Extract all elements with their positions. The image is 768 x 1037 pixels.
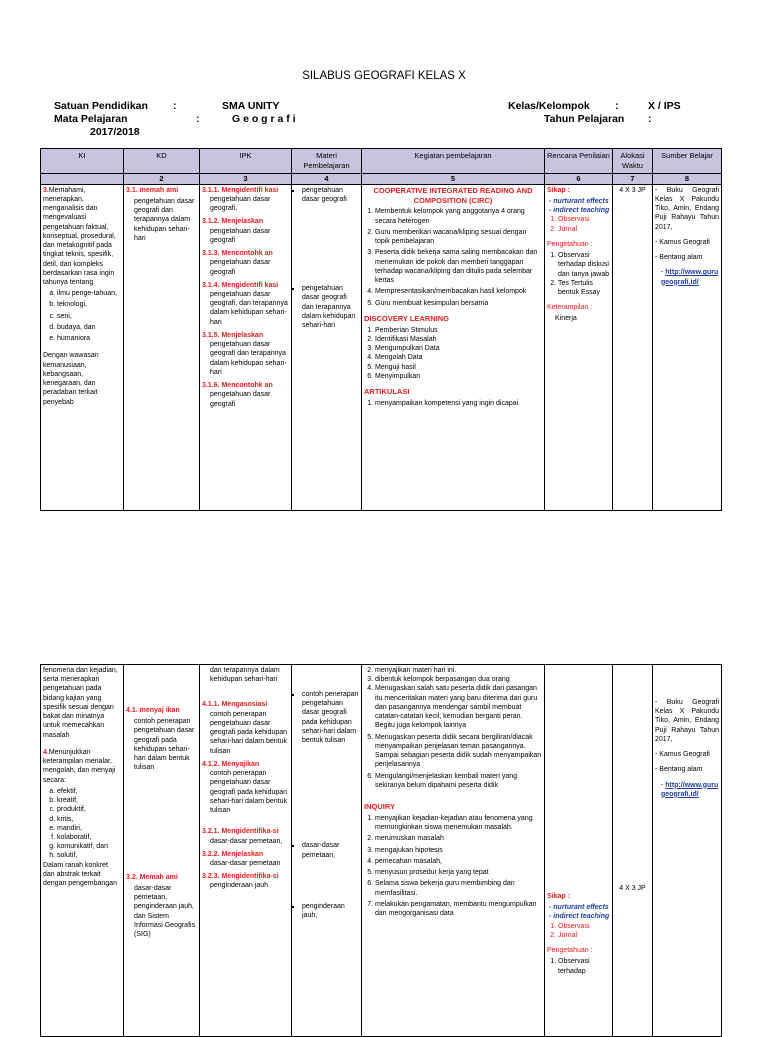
ipk-verb: Mengidentifi kasi bbox=[221, 281, 279, 289]
ipk-number: 3.1.2. bbox=[202, 218, 220, 226]
kegiatan-step: 5. Menugaskan peserta didik secara bergiliran/diacak menyampaikan penjelasan teman pasangannya. Sampai sebagian peserta didik sudah menyampaikan penjelasannya bbox=[375, 733, 542, 770]
ipk-text: pengetahuan dasar geografi bbox=[210, 391, 271, 408]
kd-verb: Memah ami bbox=[139, 873, 178, 881]
penilaian-pengetahuan-item: 2. Tes Tertulis bentuk Essay bbox=[558, 279, 610, 297]
penilaian-keterampilan-label: Keterampilan : bbox=[547, 304, 593, 312]
ki-list-item: a. ilmu penge-tahuan, bbox=[57, 289, 121, 298]
ipk-text: penginderaan jauh bbox=[210, 882, 268, 890]
penilaian-pengetahuan-item: 1. Observasi terhadap bbox=[558, 957, 610, 975]
kegiatan-step: 4. pemecahan masalah, bbox=[375, 857, 542, 866]
kd-text: pengetahuan dasar geografi dan terapannya dalam kehidupan sehari-hari bbox=[134, 197, 195, 242]
col-number: 3 bbox=[200, 173, 292, 184]
kegiatan-step: 3. Mengumpulkan Data bbox=[375, 344, 542, 353]
ipk-verb: Menyajikan bbox=[221, 760, 260, 768]
sumber-item: Buku Geografi Kelas X Pakundu Tiko, Amin, Endang Puji Rahayu Tahun 2017, bbox=[655, 699, 719, 743]
tahun-sep: : bbox=[648, 113, 652, 125]
tahun-value: 2017/2018 bbox=[90, 126, 140, 138]
ipk-number: 3.1.1. bbox=[202, 186, 220, 194]
ipk-verb: Mengidentifi kasi bbox=[221, 186, 279, 194]
alokasi-cell bbox=[613, 184, 653, 510]
satuan-sep: : bbox=[173, 100, 177, 112]
ipk-text: pengetahuan dasar geografi bbox=[210, 259, 271, 276]
kd-cell bbox=[124, 184, 200, 510]
kegiatan-heading: ARTIKULASI bbox=[364, 387, 410, 397]
col-header-penilaian: Rencana Penilaian bbox=[545, 149, 613, 174]
ipk-number: 3.1.4. bbox=[202, 281, 220, 289]
sumber-cell: - Buku Geografi Kelas X Pakundu Tiko, Amin, Endang Puji Rahayu Tahun 2017, - Kamus Geografi - Bentang alam - http://www.gurugeografi.id/ bbox=[653, 665, 722, 1037]
ipk-text: pengetahuan dasar geografi bbox=[210, 227, 271, 244]
kegiatan-step: 6. Selama siswa bekerja guru membimbing dan memfasilitasi. bbox=[375, 879, 542, 897]
ki-text: Menunjukkan keterampilan menalar, mengolah, dan menyaji secara: bbox=[43, 748, 116, 784]
sumber-item: Bentang alam bbox=[659, 766, 703, 774]
sumber-item: Kamus Geografi bbox=[659, 238, 710, 246]
kegiatan-heading: DISCOVERY LEARNING bbox=[364, 313, 450, 323]
col-header-materi: Materi Pembelajaran bbox=[292, 149, 362, 174]
kegiatan-step: 7. melakukan pengamatan, membantu mengumpulkan dan mengorganisasi data bbox=[375, 900, 542, 918]
ki-list-item: e. mandiri, bbox=[57, 824, 121, 833]
kegiatan-step: 1. menyajikan kejadian-kejadian atau fenomena yang memungkinkan siswa menemukan masalah. bbox=[375, 814, 542, 832]
sumber-cell: - Buku Geografi Kelas X Pakundu Tiko, Amin, Endang Puji Rahayu Tahun 2017, - Kamus Geografi - Bentang alam - http://www.gurugeografi.id/ bbox=[653, 184, 722, 510]
penilaian-sikap-item: indirect teaching bbox=[553, 207, 610, 215]
kegiatan-step: 4. Mengolah Data bbox=[375, 353, 542, 362]
sumber-link[interactable]: http://www.gurugeografi.id/ bbox=[661, 269, 719, 286]
ipk-verb: Menjelaskan bbox=[221, 850, 264, 858]
kd-text: dasar-dasar pemetaan, penginderaan jauh, dan Sistem Informasi Geografis (SIG) bbox=[134, 884, 196, 939]
ki-number: 4. bbox=[43, 748, 49, 756]
kd-verb: menyaj ikan bbox=[139, 707, 180, 714]
col-number: 4 bbox=[292, 173, 362, 184]
mapel-sep: : bbox=[196, 113, 200, 125]
satuan-value: SMA UNITY bbox=[222, 100, 280, 112]
col-header-sumber: Sumber Belajar bbox=[653, 149, 722, 174]
ki-list-item: h. solutif, bbox=[57, 851, 121, 860]
ipk-text: pengetahuan dasar geografi, dan terapannya dalam kehidupan sehari-hari bbox=[210, 291, 288, 326]
ipk-text: dasar-dasar pemetaan, bbox=[210, 837, 283, 845]
kegiatan-step: 2. menyajikan materi hari ini. bbox=[375, 666, 542, 675]
ki-text: fenomena dan kejadian, serta menerapkan pengetahuan pada bidang kajian yang spesifik sesuai dengan bakat dan minatnya untuk memecahkan masalah bbox=[43, 667, 118, 739]
ipk-number: 3.2.1. bbox=[202, 828, 220, 836]
alokasi-cell bbox=[613, 665, 653, 1037]
ki-tail: Dengan wawasan kemanusiaan, kebangsaan, kenegaraan, dan peradaban terkait penyebab bbox=[43, 352, 99, 406]
ipk-number: 3.1.6. bbox=[202, 382, 220, 390]
penilaian-sikap-item: indirect teaching bbox=[553, 913, 610, 921]
penilaian-sikap-method: 2. Jurnal bbox=[558, 931, 610, 940]
col-number bbox=[41, 173, 124, 184]
kegiatan-cell bbox=[362, 665, 545, 1037]
kegiatan-step: 2. Guru memberikan wacana/kliping sesuai dengan topik pembelajaran bbox=[375, 228, 542, 246]
syllabus-table-page1 bbox=[40, 148, 722, 511]
ipk-number: 4.1.1. bbox=[202, 701, 220, 709]
ipk-text: dan terapannya dalam kehidupan sehari-hari bbox=[210, 667, 280, 684]
kegiatan-step: 2. merumuskan masalah bbox=[375, 834, 542, 843]
ki-list-item: f. kolaboratif, bbox=[57, 833, 121, 842]
tahun-label: Tahun Pelajaran bbox=[544, 113, 625, 125]
ipk-number: 3.2.3. bbox=[202, 873, 220, 881]
ipk-cell bbox=[200, 665, 292, 1037]
ipk-verb: Menjelaskan bbox=[221, 331, 264, 339]
ki-text: Memahami, menerapkan, menganalisis dan mengevaluasi pengetahuan faktual, konseptual, prosedural, dan metakognitif pada tingkat teknis, spesifik, detil, dan kompleks berdasarkan rasa ingin tahunya tentang bbox=[43, 186, 116, 287]
materi-item: ▪ pengetahuan dasar geografi bbox=[302, 186, 359, 204]
ipk-verb: Mencontohk an bbox=[221, 382, 273, 390]
ki-list-item: a. efektif, bbox=[57, 787, 121, 796]
ipk-number: 3.2.2. bbox=[202, 850, 220, 858]
col-header-ipk: IPK bbox=[200, 149, 292, 174]
penilaian-cell: Sikap : - nurturant effects - indirect teaching 1. Observasi 2. Jurnal Pengetahuan : 1. Observasi terhadap diskusi dan tanya jawab 2. Tes Tertulis bentuk Essay Keterampilan : Kinerja bbox=[545, 184, 613, 510]
kegiatan-step: 1. Membentuk kelompok yang anggotanya 4 orang secara heterogen bbox=[375, 207, 542, 225]
kegiatan-step: 1. Pemberian Stimulus bbox=[375, 326, 542, 335]
ki-list-item: b. teknologi, bbox=[57, 300, 121, 309]
ipk-cell bbox=[200, 184, 292, 510]
col-number: 6 bbox=[545, 173, 613, 184]
materi-item: ▪ pengetahuan dasar geografi dan terapannya dalam kehidupan sehari-hari bbox=[302, 284, 359, 330]
ipk-text: pengetahuan dasar geografi, bbox=[210, 195, 271, 213]
kd-text: contoh penerapan pengetahuan dasar geografi pada kehidupan sehari-hari dalam bentuk tulisan bbox=[134, 718, 195, 772]
kegiatan-step: 3. dibentuk kelompok berpasangan dua orang bbox=[375, 675, 542, 684]
ki-list-item: c. produktif, bbox=[57, 805, 121, 814]
col-number: 2 bbox=[124, 173, 200, 184]
ki-list-item: d. budaya, dan bbox=[57, 323, 121, 332]
alokasi-value: 4 X 3 JP bbox=[619, 186, 646, 194]
col-header-kegiatan: Kegiatan pembelajaran bbox=[362, 149, 545, 174]
ki-cell bbox=[41, 665, 124, 1037]
kd-cell bbox=[124, 665, 200, 1037]
sumber-link[interactable]: http://www.gurugeografi.id/ bbox=[661, 781, 719, 798]
mapel-value: G e o g r a f i bbox=[232, 113, 296, 125]
ki-number: 3. bbox=[43, 186, 49, 194]
ki-list-item: g. komunikatif, dan bbox=[57, 842, 121, 851]
kelas-value: X / IPS bbox=[648, 100, 681, 112]
ipk-verb: Menjelaskan bbox=[221, 218, 264, 226]
ipk-number: 3.1.3. bbox=[202, 250, 220, 258]
col-header-kd: KD bbox=[124, 149, 200, 174]
mapel-label: Mata Pelajaran bbox=[54, 113, 128, 125]
kegiatan-step: 4. Mempresentasikan/membacakan hasil kelompok bbox=[375, 287, 542, 296]
sumber-item: Buku Geografi Kelas X Pakundu Tiko, Amin, Endang Puji Rahayu Tahun 2017, bbox=[655, 186, 719, 231]
penilaian-pengetahuan-label: Pengetahuan : bbox=[547, 240, 593, 248]
penilaian-pengetahuan-label: Pengetahuan : bbox=[547, 947, 593, 955]
kd-number: 3.1. bbox=[126, 186, 138, 194]
ki-tail: Dalam ranah konkret dan abstrak terkait dengan pengembangan bbox=[43, 861, 117, 888]
sumber-item: Kamus Geografi bbox=[659, 751, 710, 759]
kd-number: 3.2. bbox=[126, 873, 138, 881]
materi-item: ▪ contoh penerapan pengetahuan dasar geografi pada kehidupan sehari-hari dalam bentuk tulisan bbox=[302, 690, 359, 745]
penilaian-sikap-method: 2. Jurnal bbox=[558, 225, 610, 234]
kegiatan-step: 5. menyusun prosedur kerja yang tepat bbox=[375, 868, 542, 877]
ipk-verb: Mengidentifika-si bbox=[221, 873, 279, 881]
ipk-number: 3.1.5. bbox=[202, 331, 220, 339]
materi-cell bbox=[292, 665, 362, 1037]
kegiatan-step: 6. Menyimpulkan bbox=[375, 372, 542, 381]
ki-cell bbox=[41, 184, 124, 510]
col-number: 8 bbox=[653, 173, 722, 184]
ipk-text: dasar-dasar pemetaan bbox=[210, 859, 281, 867]
ipk-text: pengetahuan dasar geografi dan terapannya dalam kehidupan sehari-hari bbox=[210, 341, 287, 376]
kd-verb: memah ami bbox=[139, 186, 179, 194]
penilaian-sikap-item: nurturant effects bbox=[553, 197, 609, 205]
ipk-verb: Mencontohk an bbox=[221, 250, 273, 258]
ipk-text: contoh penerapan pengetahuan dasar geografi pada kehidupan sehari-hari dalam bentuk tulisan bbox=[210, 770, 288, 815]
kelas-sep: : bbox=[615, 100, 619, 112]
ipk-verb: Mengidentifika-si bbox=[221, 828, 279, 836]
sumber-item: Bentang alam bbox=[659, 254, 703, 262]
kd-number: 4.1. bbox=[126, 707, 138, 714]
kegiatan-step: 3. mengajukan hipotesis bbox=[375, 846, 542, 855]
kegiatan-heading: COOPERATIVE INTEGRATED READING AND COMPOSITION (CIRC) bbox=[373, 185, 533, 205]
kegiatan-step: 2. Identifikasi Masalah bbox=[375, 335, 542, 344]
col-number: 5 bbox=[362, 173, 545, 184]
penilaian-sikap-method: 1. Observasi bbox=[558, 215, 610, 224]
ipk-number: 4.1.2. bbox=[202, 760, 220, 768]
penilaian-pengetahuan-item: 1. Observasi terhadap diskusi dan tanya jawab bbox=[558, 251, 610, 279]
kegiatan-cell bbox=[362, 184, 545, 510]
ki-list-item: c. seni, bbox=[57, 312, 121, 321]
penilaian-sikap-label: Sikap : bbox=[547, 186, 570, 194]
col-header-alokasi: Alokasi Waktu bbox=[613, 149, 653, 174]
satuan-label: Satuan Pendidikan bbox=[54, 100, 148, 112]
col-number: 7 bbox=[613, 173, 653, 184]
kegiatan-step: 6. Mengulangi/menjelaskan kembali materi yang sekiranya belum dipahami peserta didik bbox=[375, 772, 542, 790]
kegiatan-step: 5. Guru membuat kesimpulan bersama bbox=[375, 299, 542, 308]
kegiatan-step: 4. Menugaskan salah satu peserta didik dari pasangan itu menceritakan materi yang baru diterima dari guru dan pasangannya mendengar sambil membuat catatan-catatan kecil, kemudian berganti peran. Begitu juga kelompok lainnya bbox=[375, 684, 542, 730]
syllabus-table-page2 bbox=[40, 664, 722, 1037]
ki-list-item: e. humaniora bbox=[57, 334, 121, 343]
kegiatan-step: 1. menyampaikan kompetensi yang ingin dicapai bbox=[375, 399, 542, 408]
col-header-ki: KI bbox=[41, 149, 124, 174]
materi-cell bbox=[292, 184, 362, 510]
ipk-text: contoh penerapan pengetahuan dasar geografi pada kehidupan sehari-hari dalam bentuk tulisan bbox=[210, 710, 288, 755]
ipk-verb: Mengasosiasi bbox=[221, 701, 268, 709]
ki-list-item: b. kreatif, bbox=[57, 796, 121, 805]
materi-item: ▪ penginderaan jauh, bbox=[302, 902, 359, 920]
materi-item: ▪ dasar-dasar pemetaan, bbox=[302, 841, 359, 859]
kegiatan-step: 5. Menguji hasil bbox=[375, 363, 542, 372]
kegiatan-heading: INQUIRY bbox=[364, 802, 395, 812]
penilaian-sikap-label: Sikap : bbox=[547, 893, 570, 900]
penilaian-sikap-item: nurturant effects bbox=[553, 904, 609, 912]
kegiatan-step: 3. Peserta didik bekerja sama saling membacakan dan menemukan ide pokok dan memberi tanggapan terhadap wacana/kliping dan ditulis pada selembar kertas bbox=[375, 248, 542, 285]
penilaian-keterampilan-value: Kinerja bbox=[555, 315, 577, 323]
penilaian-cell: Sikap : - nurturant effects - indirect teaching 1. Observasi 2. Jurnal Pengetahuan : 1. Observasi terhadap bbox=[545, 665, 613, 1037]
ki-list-item: d. kritis, bbox=[57, 815, 121, 824]
penilaian-sikap-method: 1. Observasi bbox=[558, 922, 610, 931]
alokasi-value: 4 X 3 JP bbox=[619, 885, 646, 892]
kelas-label: Kelas/Kelompok bbox=[508, 100, 590, 112]
document-title: SILABUS GEOGRAFI KELAS X bbox=[302, 70, 466, 82]
